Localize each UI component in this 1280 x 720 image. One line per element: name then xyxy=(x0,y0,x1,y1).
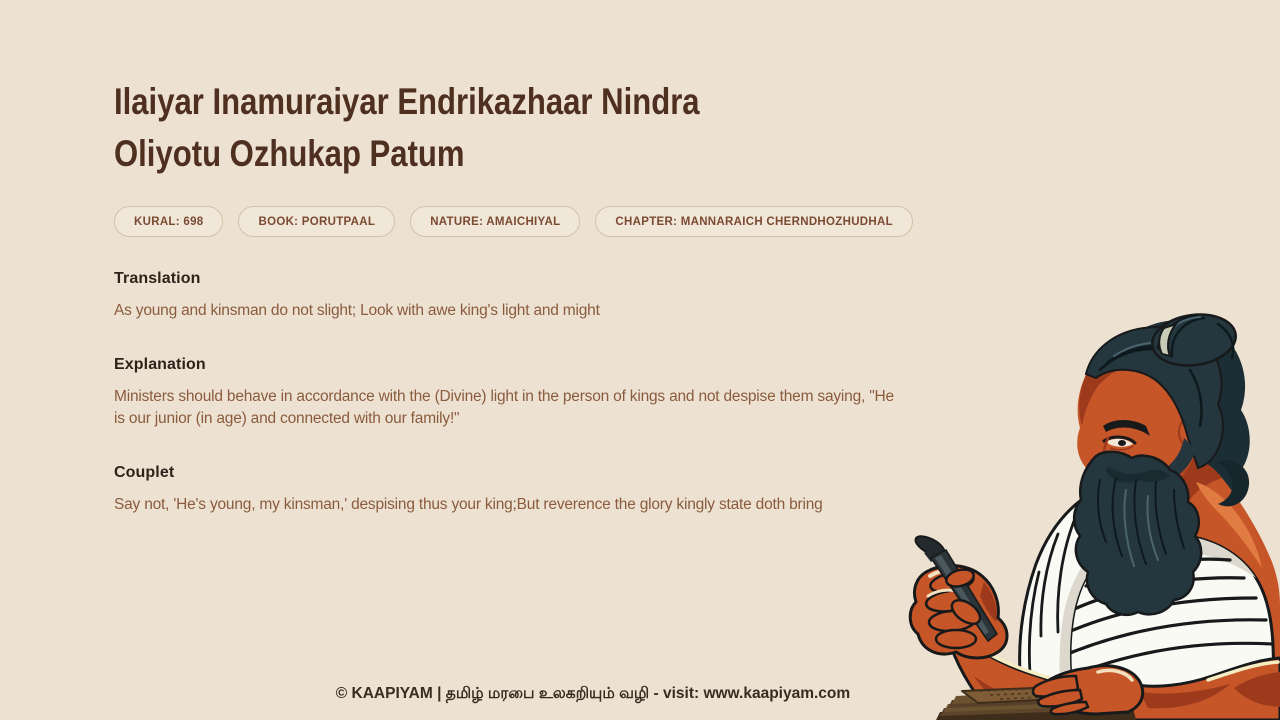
badge-book[interactable]: BOOK: PORUTPAAL xyxy=(238,206,395,237)
explanation-text: Ministers should behave in accordance with the (Divine) light in the person of kings and not despise them saying, "He is our junior (in age) and connected with our family!" xyxy=(114,388,894,427)
badge-chapter[interactable]: CHAPTER: MANNARAICH CHERNDHOZHUDHAL xyxy=(595,206,913,237)
couplet-text: Say not, 'He's young, my kinsman,' despising thus your king;But reverence the glory kingly state doth bring xyxy=(114,496,823,513)
sage-writing-illustration xyxy=(900,310,1280,720)
section-couplet xyxy=(114,463,904,516)
page-title-line-2: Oliyotu Ozhukap Patum xyxy=(114,133,465,174)
badge-row xyxy=(114,206,904,237)
page-title xyxy=(114,76,778,180)
explanation-heading: Explanation xyxy=(114,356,206,373)
page-title-line-1: Ilaiyar Inamuraiyar Endrikazhaar Nindra xyxy=(114,81,700,122)
translation-heading: Translation xyxy=(114,270,201,287)
section-explanation xyxy=(114,355,904,430)
section-translation xyxy=(114,269,904,322)
footer-credit: © KAAPIYAM | தமிழ் மரபை உலகறியும் வழி - visit: www.kaapiyam.com xyxy=(335,685,851,702)
kural-article xyxy=(114,76,904,516)
couplet-heading: Couplet xyxy=(114,464,175,481)
badge-nature[interactable]: NATURE: AMAICHIYAL xyxy=(410,206,580,237)
translation-text: As young and kinsman do not slight; Look with awe king's light and might xyxy=(114,302,600,319)
badge-kural-number[interactable]: KURAL: 698 xyxy=(114,206,223,237)
